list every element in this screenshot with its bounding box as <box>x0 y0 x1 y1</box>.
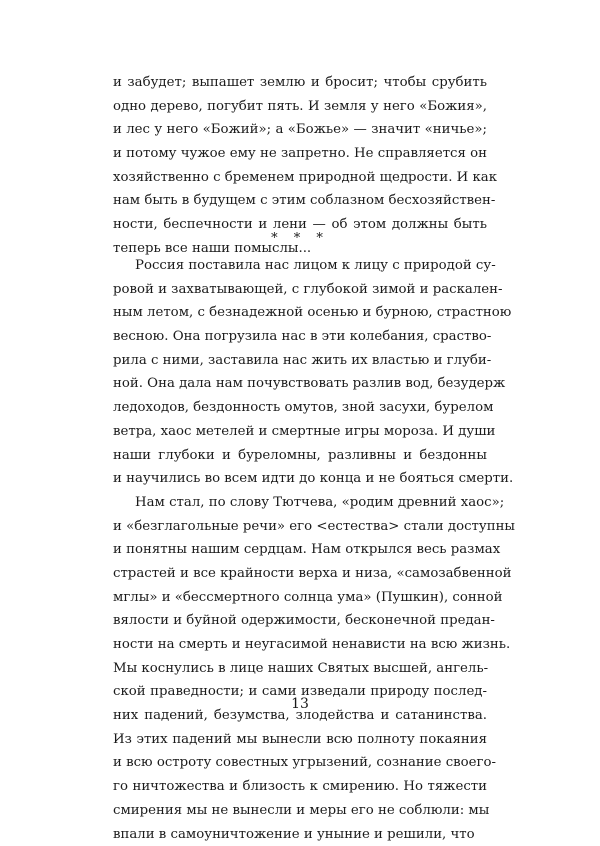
text-line: нам быть в будущем с этим соблазном бесхозяйствен- <box>113 189 487 213</box>
text-line: Нам стал, по слову Тютчева, «родим древний хаос»; <box>113 491 487 515</box>
text-line: одно дерево, погубит пять. И земля у него «Божия», <box>113 95 487 119</box>
text-line: страстей и все крайности верха и низа, «самозабвенной <box>113 562 487 586</box>
text-line: Из этих падений мы вынесли всю полноту покаяния <box>113 728 487 752</box>
section-separator: * * * <box>0 231 600 246</box>
paragraph-2 <box>113 254 487 846</box>
text-line: го ничтожества и близость к смирению. Но тяжести <box>113 775 487 799</box>
text-line: теперь все наши помыслы... <box>113 237 487 261</box>
text-line: смирения мы не вынесли и меры его не соблюли: мы <box>113 799 487 823</box>
text-line: впали в самоуничтожение и уныние и решили, что <box>113 823 487 846</box>
text-line: ветра, хаос метелей и смертные игры мороза. И души <box>113 420 487 444</box>
text-line: ской праведности; и сами изведали природу послед- <box>113 680 487 704</box>
text-line: ным летом, с безнадежной осенью и бурною, страстною <box>113 301 487 325</box>
text-line: ледоходов, бездонность омутов, зной засухи, бурелом <box>113 396 487 420</box>
text-line: Мы коснулись в лице наших Святых высшей, ангель- <box>113 657 487 681</box>
text-line: хозяйственно с бременем природной щедрости. И как <box>113 166 487 190</box>
text-line: и забудет; выпашет землю и бросит; чтобы срубить <box>113 71 487 95</box>
text-line: мглы» и «бессмертного солнца ума» (Пушкин), сонной <box>113 586 487 610</box>
text-line: и «безглагольные речи» его <естества> стали доступны <box>113 515 487 539</box>
text-line: и научились во всем идти до конца и не бояться смерти. <box>113 467 487 491</box>
text-line: ности, беспечности и лени — об этом должны быть <box>113 213 487 237</box>
page-number: 13 <box>0 696 600 712</box>
text-line: ности на смерть и неугасимой ненависти на всю жизнь. <box>113 633 487 657</box>
text-line: ной. Она дала нам почувствовать разлив вод, безудерж <box>113 372 487 396</box>
text-line: рила с ними, заставила нас жить их властью и глуби- <box>113 349 487 373</box>
text-line: весною. Она погрузила нас в эти колебания, сраство- <box>113 325 487 349</box>
text-line: и всю остроту совестных угрызений, сознание своего- <box>113 751 487 775</box>
text-line: и потому чужое ему не запретно. Не справляется он <box>113 142 487 166</box>
text-line: Россия поставила нас лицом к лицу с природой су- <box>113 254 487 278</box>
text-line: вялости и буйной одержимости, бесконечной предан- <box>113 609 487 633</box>
text-line: наши глубоки и буреломны, разливны и бездонны <box>113 444 487 468</box>
text-line: и лес у него «Божий»; а «Божье» — значит «ничье»; <box>113 118 487 142</box>
text-line: них падений, безумства, злодейства и сатанинства. <box>113 704 487 728</box>
text-line: и понятны нашим сердцам. Нам открылся весь размах <box>113 538 487 562</box>
text-line: ровой и захватывающей, с глубокой зимой и раскален- <box>113 278 487 302</box>
